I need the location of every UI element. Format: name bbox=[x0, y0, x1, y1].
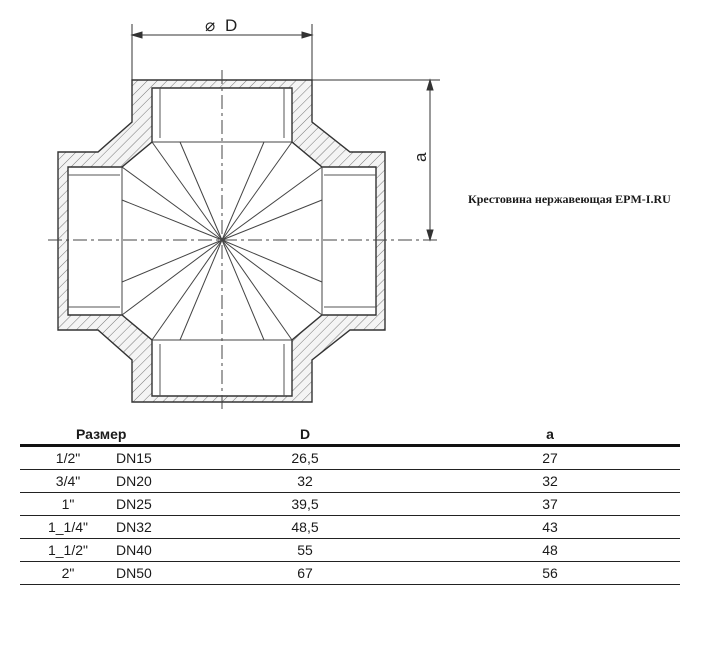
table-row bbox=[20, 493, 680, 516]
cell-d: 32 bbox=[190, 470, 420, 493]
header-size: Размер bbox=[20, 424, 190, 446]
table-row bbox=[20, 516, 680, 539]
cell-d: 26,5 bbox=[190, 446, 420, 470]
table-row bbox=[20, 539, 680, 562]
cell-inch: 1" bbox=[20, 493, 116, 516]
cell-a: 48 bbox=[420, 539, 680, 562]
drawing-caption: Крестовина нержавеющая EPM-I.RU bbox=[468, 192, 671, 206]
table-header-row bbox=[20, 424, 680, 446]
cell-inch: 1_1/2" bbox=[20, 539, 116, 562]
cell-dn: DN15 bbox=[116, 446, 190, 470]
table-row bbox=[20, 470, 680, 493]
cell-d: 48,5 bbox=[190, 516, 420, 539]
table-row bbox=[20, 562, 680, 585]
cell-dn: DN32 bbox=[116, 516, 190, 539]
cell-dn: DN20 bbox=[116, 470, 190, 493]
dimension-d-label: D bbox=[225, 16, 238, 35]
cell-inch: 1_1/4" bbox=[20, 516, 116, 539]
header-a: a bbox=[420, 424, 680, 446]
dimensions-table bbox=[20, 424, 680, 585]
cell-inch: 1/2" bbox=[20, 446, 116, 470]
cell-a: 37 bbox=[420, 493, 680, 516]
cell-a: 27 bbox=[420, 446, 680, 470]
header-d: D bbox=[190, 424, 420, 446]
cell-dn: DN40 bbox=[116, 539, 190, 562]
cell-a: 43 bbox=[420, 516, 680, 539]
cell-d: 67 bbox=[190, 562, 420, 585]
table-row bbox=[20, 446, 680, 470]
cell-d: 39,5 bbox=[190, 493, 420, 516]
cell-a: 32 bbox=[420, 470, 680, 493]
cell-inch: 2" bbox=[20, 562, 116, 585]
dimension-d-symbol: ⌀ bbox=[205, 16, 216, 35]
cell-d: 55 bbox=[190, 539, 420, 562]
cell-a: 56 bbox=[420, 562, 680, 585]
cell-dn: DN50 bbox=[116, 562, 190, 585]
cell-dn: DN25 bbox=[116, 493, 190, 516]
dimension-a-label: a bbox=[411, 152, 430, 162]
cell-inch: 3/4" bbox=[20, 470, 116, 493]
